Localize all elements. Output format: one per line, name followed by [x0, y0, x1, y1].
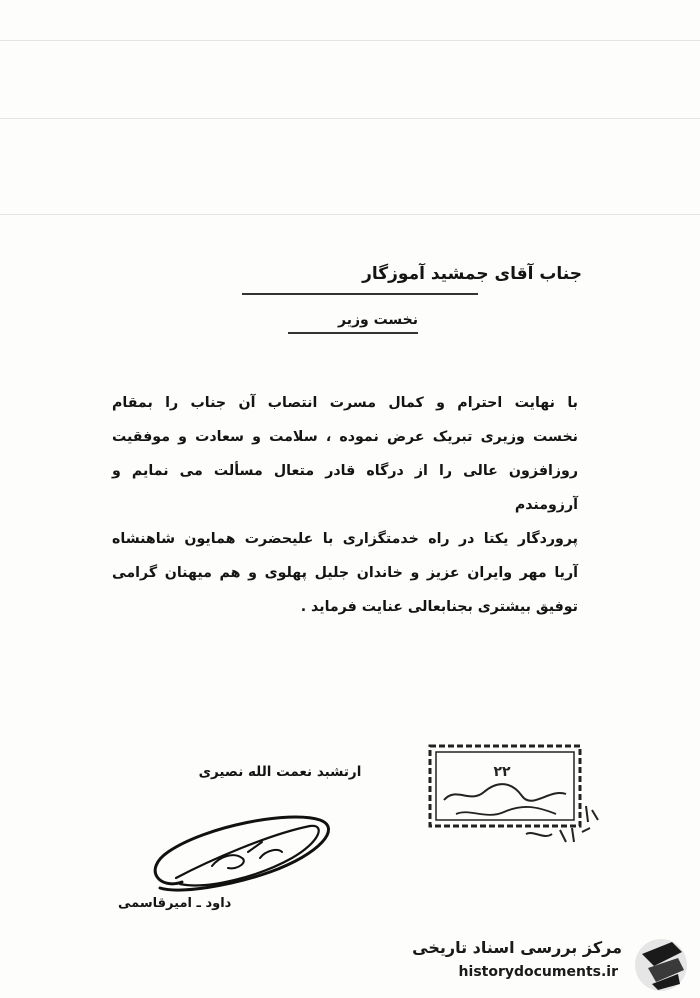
addressee-underline	[242, 293, 478, 295]
watermark-url: historydocuments.ir	[458, 964, 618, 980]
scan-line	[0, 214, 700, 215]
watermark-title: مرکز بررسی اسناد تاریخی	[412, 938, 622, 957]
addressee-title: نخست وزیر	[337, 312, 418, 328]
stamp-number: ۲۲	[493, 764, 511, 780]
body-line: توفیق بیشتری بجنابعالی عنایت فرماید .	[300, 599, 578, 615]
title-underline	[288, 332, 418, 334]
scan-line	[0, 40, 700, 41]
body-line: پروردگار یکتا در راه خدمتگزاری با علیحضرت همایون شاهنشاه	[112, 531, 578, 547]
received-stamp	[426, 742, 604, 862]
body-line: آریا مهر وایران عزیز و خاندان جلیل پهلوی و هم میهنان گرامی	[112, 565, 578, 581]
sender-name: ارتشبد نعمت الله نصیری	[198, 764, 362, 780]
archive-logo-icon	[632, 936, 690, 994]
scan-line	[0, 118, 700, 119]
addressee: جناب آقای جمشید آموزگار	[362, 264, 582, 284]
signature-image	[120, 800, 340, 910]
body-line: نخست وزیری تبریک عرض نموده ، سلامت و سعادت و موفقیت	[112, 429, 578, 445]
letter-body	[112, 386, 578, 624]
body-line: با نهایت احترام و کمال مسرت انتصاب آن جناب را بمقام	[112, 395, 578, 411]
typist-name: داود ـ امیرقاسمی	[118, 896, 232, 911]
body-line: روزافزون عالی را از درگاه قادر متعال مسألت می نمایم و آرزومندم	[112, 463, 578, 513]
